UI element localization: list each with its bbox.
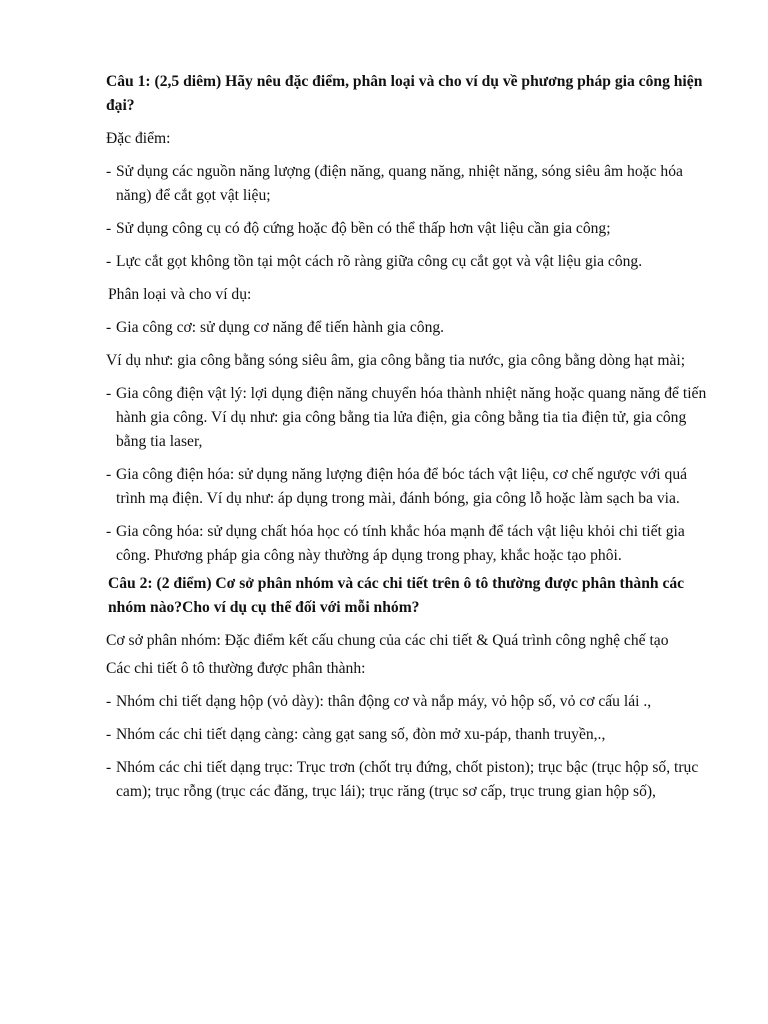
classification-text: Gia công điện vật lý: lợi dụng điện năng chuyển hóa thành nhiệt năng hoặc quang năng để tiến hành gia công. Ví dụ như: gia công bằng tia lửa điện, gia công bằng tia tia điện tử, gia công bằng tia laser, bbox=[116, 385, 707, 450]
bullet-dash: - bbox=[106, 385, 112, 402]
feature-text: Lực cắt gọt không tồn tại một cách rõ ràng giữa công cụ cắt gọt và vật liệu gia công. bbox=[116, 253, 643, 270]
classification-text: Gia công hóa: sử dụng chất hóa học có tính khắc hóa mạnh để tách vật liệu khỏi chi tiết gia công. Phương pháp gia công này thường áp dụng trong phay, khắc hoặc tạo phôi. bbox=[116, 523, 685, 564]
group-text: Nhóm các chi tiết dạng càng: càng gạt sang số, đòn mở xu-páp, thanh truyền,., bbox=[116, 726, 606, 743]
feature-item bbox=[106, 160, 710, 208]
bullet-dash: - bbox=[106, 759, 112, 776]
mechanical-example: Ví dụ như: gia công bằng sóng siêu âm, gia công bằng tia nước, gia công bằng dòng hạt mài; bbox=[106, 352, 686, 369]
feature-text: Sử dụng công cụ có độ cứng hoặc độ bền có thể thấp hơn vật liệu cần gia công; bbox=[116, 220, 611, 237]
classification-text: Gia công cơ: sử dụng cơ năng để tiến hành gia công. bbox=[116, 319, 445, 336]
classification-item bbox=[106, 520, 710, 568]
bullet-dash: - bbox=[106, 726, 112, 743]
bullet-dash: - bbox=[106, 523, 112, 540]
grouping-basis: Cơ sở phân nhóm: Đặc điểm kết cấu chung của các chi tiết & Quá trình công nghệ chế tạo bbox=[106, 632, 669, 649]
classification-item bbox=[106, 463, 710, 511]
group-item bbox=[106, 756, 710, 804]
bullet-dash: - bbox=[106, 220, 112, 237]
group-item bbox=[106, 723, 710, 747]
feature-text: Sử dụng các nguồn năng lượng (điện năng, quang năng, nhiệt năng, sóng siêu âm hoặc hóa năng) để cắt gọt vật liệu; bbox=[116, 163, 683, 204]
feature-item bbox=[106, 250, 710, 274]
features-heading: Đặc điểm: bbox=[106, 130, 171, 147]
bullet-dash: - bbox=[106, 253, 112, 270]
classification-item bbox=[106, 382, 710, 454]
feature-item bbox=[106, 217, 710, 241]
groups-intro: Các chi tiết ô tô thường được phân thành: bbox=[106, 660, 366, 677]
classification-heading: Phân loại và cho ví dụ: bbox=[108, 286, 252, 303]
group-text: Nhóm chi tiết dạng hộp (vỏ dày): thân động cơ và nắp máy, vỏ hộp số, vỏ cơ cấu lái ., bbox=[116, 693, 652, 710]
bullet-dash: - bbox=[106, 163, 112, 180]
classification-text: Gia công điện hóa: sử dụng năng lượng điện hóa để bóc tách vật liệu, cơ chế ngược với quá trình mạ điện. Ví dụ như: áp dụng trong mài, đánh bóng, gia công lỗ hoặc làm sạch ba via. bbox=[116, 466, 688, 507]
question-2-title: Câu 2: (2 điểm) Cơ sở phân nhóm và các chi tiết trên ô tô thường được phân thành các nhóm nào?Cho ví dụ cụ thể đối với mỗi nhóm? bbox=[108, 575, 685, 616]
group-item bbox=[106, 690, 710, 714]
bullet-dash: - bbox=[106, 466, 112, 483]
group-text: Nhóm các chi tiết dạng trục: Trục trơn (chốt trụ đứng, chốt piston); trục bậc (trục hộp số, trục cam); trục rỗng (trục các đăng, trục lái); trục răng (trục sơ cấp, trục trung gian hộp số), bbox=[116, 759, 699, 800]
bullet-dash: - bbox=[106, 693, 112, 710]
question-1-title: Câu 1: (2,5 diêm) Hãy nêu đặc điểm, phân loại và cho ví dụ về phương pháp gia công hiện đại? bbox=[106, 73, 703, 114]
classification-item-mechanical bbox=[106, 316, 710, 340]
bullet-dash: - bbox=[106, 319, 112, 336]
